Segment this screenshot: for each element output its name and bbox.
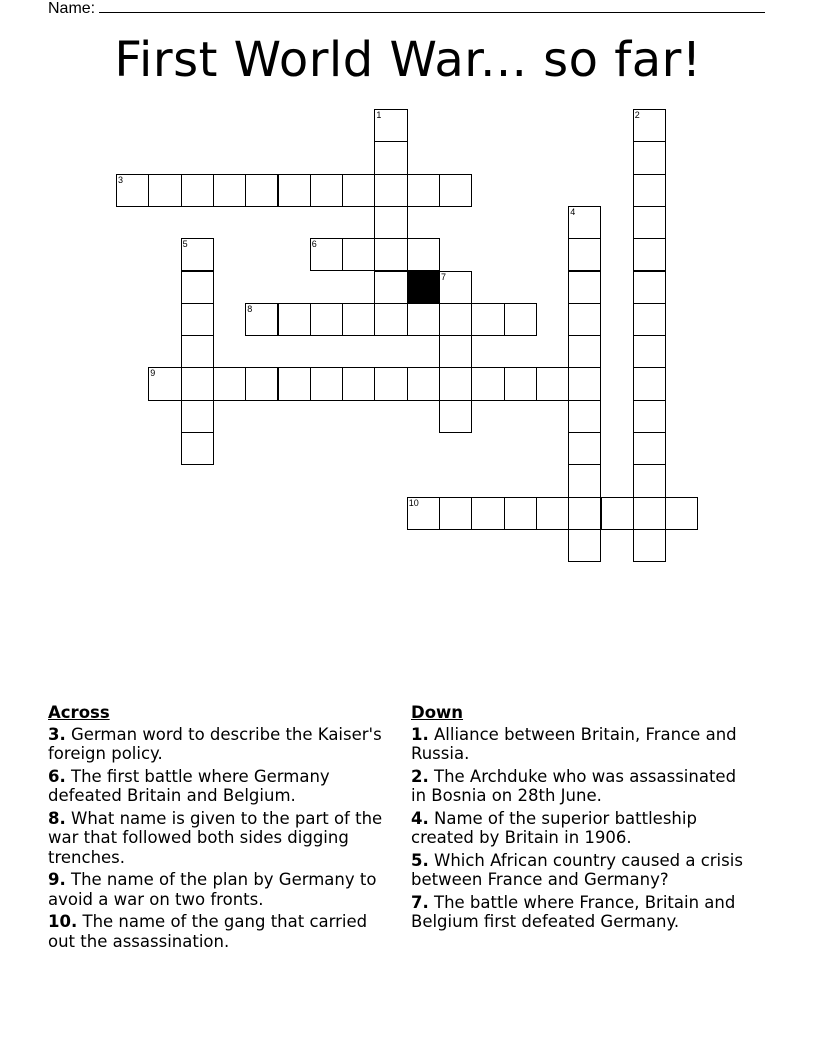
grid-cell[interactable]	[374, 271, 407, 304]
clue-text: The name of the plan by Germany to avoid a war on two fronts.	[48, 870, 377, 909]
clue-number-label: 1	[376, 110, 382, 120]
clue-number: 1.	[411, 724, 429, 744]
grid-cell[interactable]	[439, 367, 472, 400]
grid-cell[interactable]	[471, 367, 504, 400]
grid-cell[interactable]	[407, 367, 440, 400]
clue-text: The first battle where Germany defeated Britain and Belgium.	[48, 766, 330, 805]
grid-cell[interactable]	[536, 497, 569, 530]
grid-cell[interactable]	[310, 174, 343, 207]
grid-cell[interactable]	[439, 400, 472, 433]
grid-cell[interactable]	[374, 238, 407, 271]
grid-cell[interactable]	[633, 464, 666, 497]
grid-cell[interactable]	[471, 497, 504, 530]
grid-cell[interactable]	[633, 400, 666, 433]
clue-across-6	[48, 767, 398, 806]
clue-text: The name of the gang that carried out the assassination.	[48, 912, 368, 951]
grid-cell[interactable]	[374, 141, 407, 174]
grid-cell[interactable]	[181, 400, 214, 433]
grid-cell[interactable]	[278, 303, 311, 336]
grid-cell[interactable]	[568, 271, 601, 304]
grid-cell[interactable]	[633, 432, 666, 465]
grid-cell[interactable]	[148, 174, 181, 207]
clue-across-3	[48, 725, 398, 764]
clue-number: 6.	[48, 766, 66, 786]
down-clues	[411, 703, 751, 935]
clue-text: Name of the superior battleship created by Britain in 1906.	[411, 808, 697, 847]
clue-number-label: 9	[150, 368, 156, 379]
clue-number-label: 8	[247, 303, 253, 314]
grid-cell[interactable]	[633, 238, 666, 271]
grid-cell[interactable]	[407, 303, 440, 336]
grid-cell[interactable]	[374, 174, 407, 207]
clue-text: German word to describe the Kaiser's foreign policy.	[48, 724, 382, 763]
down-heading: Down	[411, 703, 464, 722]
clue-number-label: 4	[570, 206, 576, 217]
grid-cell[interactable]	[407, 238, 440, 271]
grid-cell[interactable]	[181, 367, 214, 400]
grid-cell[interactable]	[407, 174, 440, 207]
grid-cell[interactable]	[633, 303, 666, 336]
grid-cell[interactable]	[504, 303, 537, 336]
clue-number: 10.	[48, 912, 78, 931]
grid-cell[interactable]	[374, 367, 407, 400]
grid-cell[interactable]	[633, 141, 666, 174]
clue-text: Which African country caused a crisis between France and Germany?	[411, 850, 743, 889]
clue-across-9	[48, 870, 398, 909]
grid-cell[interactable]	[245, 367, 278, 400]
clue-text: Alliance between Britain, France and Russia.	[411, 724, 737, 763]
clue-text: What name is given to the part of the war that followed both sides digging trenches.	[48, 808, 383, 867]
grid-cell[interactable]	[504, 497, 537, 530]
black-square	[407, 271, 440, 304]
clue-text: The Archduke who was assassinated in Bosnia on 28th June.	[411, 766, 737, 805]
clue-number: 2.	[411, 766, 429, 786]
grid-cell[interactable]	[439, 303, 472, 336]
grid-cell[interactable]	[342, 367, 375, 400]
grid-cell[interactable]	[536, 367, 569, 400]
grid-cell[interactable]	[633, 367, 666, 400]
grid-cell[interactable]	[568, 206, 601, 239]
across-clues	[48, 703, 398, 954]
clue-number-label: 3	[118, 174, 124, 185]
grid-cell[interactable]	[310, 367, 343, 400]
grid-cell[interactable]	[665, 497, 698, 530]
grid-cell[interactable]	[633, 174, 666, 207]
grid-cell[interactable]	[601, 497, 634, 530]
grid-cell[interactable]	[148, 367, 181, 400]
grid-cell[interactable]	[633, 271, 666, 304]
grid-cell[interactable]	[568, 303, 601, 336]
grid-cell[interactable]	[181, 174, 214, 207]
grid-cell[interactable]	[568, 238, 601, 271]
clue-down-5	[411, 851, 751, 890]
grid-cell[interactable]	[407, 497, 440, 530]
clue-number-label: 5	[182, 239, 188, 250]
grid-cell[interactable]	[633, 529, 666, 562]
clue-number-label: 10	[408, 497, 419, 508]
grid-cell[interactable]	[374, 206, 407, 239]
clue-number: 4.	[411, 808, 429, 828]
grid-cell[interactable]	[568, 497, 601, 530]
clue-number: 5.	[411, 850, 429, 870]
grid-cell[interactable]	[633, 206, 666, 239]
grid-cell[interactable]	[374, 109, 407, 142]
grid-cell[interactable]	[374, 303, 407, 336]
grid-cell[interactable]	[471, 303, 504, 336]
clue-number: 3.	[48, 724, 66, 744]
grid-cell[interactable]	[181, 238, 214, 271]
grid-cell[interactable]	[310, 303, 343, 336]
grid-cell[interactable]	[245, 303, 278, 336]
clue-across-10	[48, 912, 398, 951]
grid-cell[interactable]	[568, 529, 601, 562]
grid-cell[interactable]	[342, 174, 375, 207]
grid-cell[interactable]	[213, 174, 246, 207]
clue-number-label: 6	[311, 239, 317, 250]
clue-number: 9.	[48, 870, 66, 889]
clue-down-2	[411, 767, 751, 806]
grid-cell[interactable]	[310, 238, 343, 271]
grid-cell[interactable]	[439, 271, 472, 304]
clue-down-1	[411, 725, 751, 764]
grid-cell[interactable]	[342, 303, 375, 336]
grid-cell[interactable]	[633, 497, 666, 530]
grid-cell[interactable]	[245, 174, 278, 207]
grid-cell[interactable]	[439, 497, 472, 530]
grid-cell[interactable]	[633, 109, 666, 142]
grid-cell[interactable]	[278, 367, 311, 400]
grid-cell[interactable]	[439, 335, 472, 368]
clue-across-8	[48, 809, 398, 868]
grid-cell[interactable]	[213, 367, 246, 400]
across-heading: Across	[48, 703, 110, 722]
grid-cell[interactable]	[568, 432, 601, 465]
grid-cell[interactable]	[342, 238, 375, 271]
clue-number: 7.	[411, 892, 429, 912]
clue-down-4	[411, 809, 751, 848]
clue-number: 8.	[48, 808, 66, 828]
grid-cell[interactable]	[504, 367, 537, 400]
grid-cell[interactable]	[181, 432, 214, 465]
grid-cell[interactable]	[568, 464, 601, 497]
grid-cell[interactable]	[568, 335, 601, 368]
grid-cell[interactable]	[633, 335, 666, 368]
grid-cell[interactable]	[181, 271, 214, 304]
clue-number-label: 7	[441, 271, 447, 282]
name-label: Name:	[48, 0, 96, 17]
puzzle-title: First World War... so far!	[114, 32, 702, 88]
grid-cell[interactable]	[116, 174, 149, 207]
clue-text: The battle where France, Britain and Belgium first defeated Germany.	[411, 892, 736, 931]
grid-cell[interactable]	[439, 174, 472, 207]
clue-number-label: 2	[634, 110, 640, 120]
grid-cell[interactable]	[568, 400, 601, 433]
clue-down-7	[411, 893, 751, 932]
grid-cell[interactable]	[181, 303, 214, 336]
grid-cell[interactable]	[568, 367, 601, 400]
grid-cell[interactable]	[181, 335, 214, 368]
grid-cell[interactable]	[278, 174, 311, 207]
